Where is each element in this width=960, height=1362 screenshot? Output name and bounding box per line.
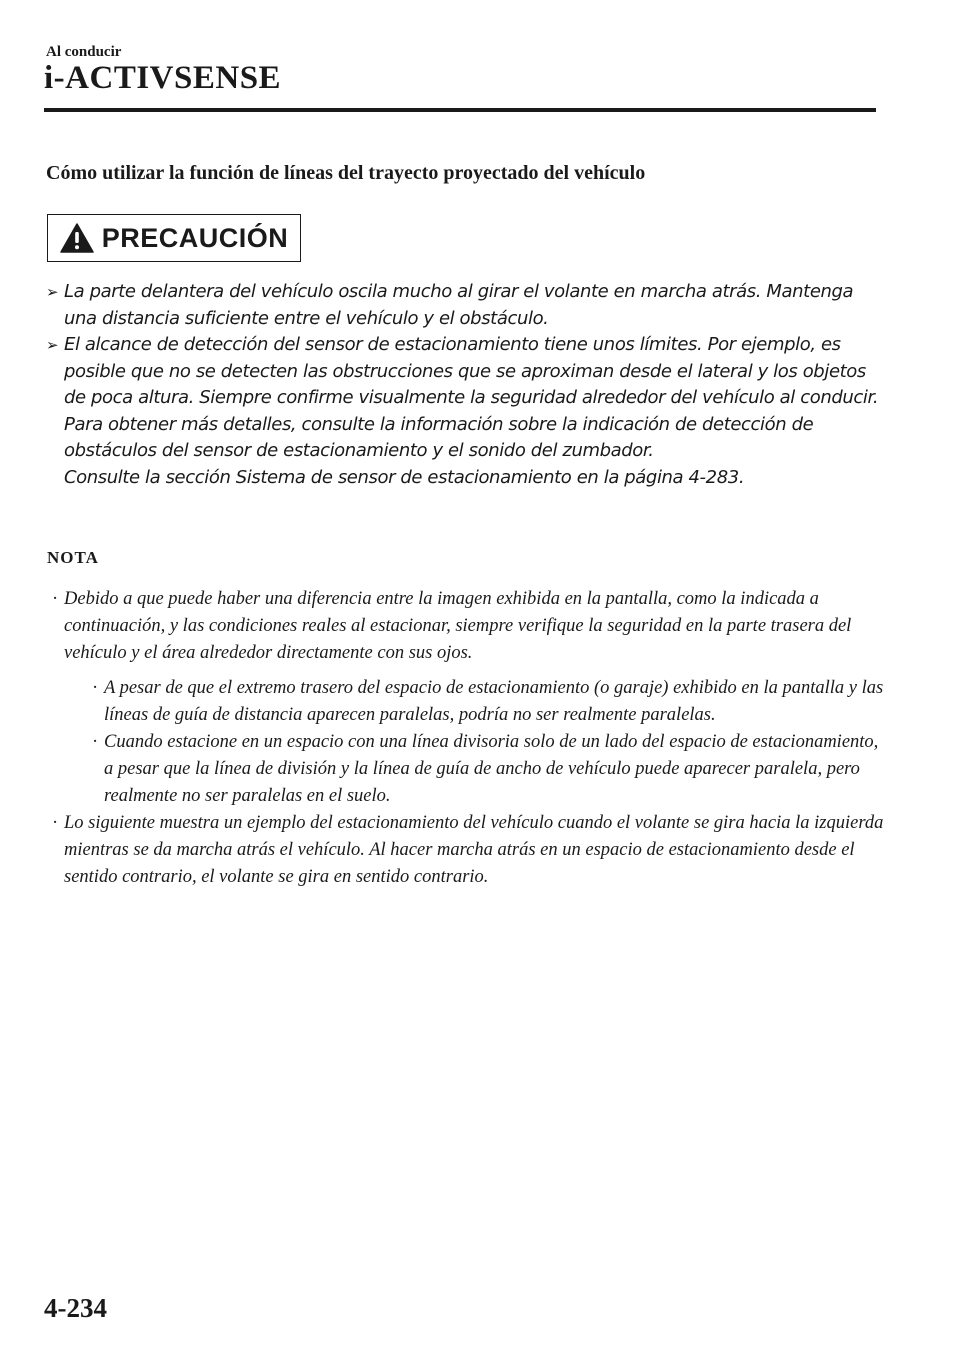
nota-item	[46, 810, 886, 891]
warning-triangle-icon	[60, 223, 94, 253]
caution-item	[46, 279, 886, 332]
caution-item	[46, 332, 886, 491]
dot-bullet-icon: ·	[92, 732, 99, 752]
caution-item-text: El alcance de detección del sensor de estacionamiento tiene unos límites. Por ejemplo, es posible que no se detecten las obstrucciones que se aproximan desde el lateral y los objetos de poca altura. Siempre confirme visualmente la seguridad alrededor del vehículo al conducir.	[64, 334, 879, 408]
caution-item-more: Para obtener más detalles, consulte la información sobre la indicación de detección de obstáculos del sensor de estacionamiento y el sonido del zumbador.	[64, 413, 814, 461]
caution-item-text: La parte delantera del vehículo oscila mucho al girar el volante en marcha atrás. Mantenga una distancia suficiente entre el vehículo y el obstáculo.	[64, 281, 854, 329]
nota-label: NOTA	[47, 548, 99, 567]
nota-subitem-text: A pesar de que el extremo trasero del espacio de estacionamiento (o garaje) exhibido en la pantalla y las líneas de guía de distancia aparecen paralelas, podría no ser realmente paralelas.	[104, 678, 884, 725]
nota-subitem	[64, 675, 886, 729]
nota-item	[46, 586, 886, 810]
nota-subitem-text: Cuando estacione en un espacio con una línea divisoria solo de un lado del espacio de estacionamiento, a pesar que la línea de división y la línea de guía de ancho de vehículo puede aparecer paralela, pero realmente no ser paralelas en el suelo.	[104, 732, 879, 806]
caution-list	[46, 279, 886, 491]
nota-sublist	[64, 675, 886, 810]
arrow-bullet-icon: ➢	[46, 336, 59, 354]
chapter-title: i-ACTIVSENSE	[44, 60, 282, 96]
caution-banner	[47, 214, 301, 262]
section-heading: Cómo utilizar la función de líneas del trayecto proyectado del vehículo	[46, 162, 646, 184]
nota-item-text: Lo siguiente muestra un ejemplo del estacionamiento del vehículo cuando el volante se gira hacia la izquierda mientras se da marcha atrás el vehículo. Al hacer marcha atrás en un espacio de estacionamiento desde el sentido contrario, el volante se gira en sentido contrario.	[64, 813, 884, 887]
arrow-bullet-icon: ➢	[46, 283, 59, 301]
nota-item-text: Debido a que puede haber una diferencia entre la imagen exhibida en la pantalla, como la indicada a continuación, y las condiciones reales al estacionar, siempre verifique la seguridad en la parte trasera del vehículo y el área alrededor directamente con sus ojos.	[64, 589, 852, 663]
nota-subitem	[64, 729, 886, 810]
dot-bullet-icon: ·	[52, 813, 59, 833]
page-number: 4-234	[44, 1293, 107, 1323]
section-label: Al conducir	[46, 44, 122, 60]
caution-label: PRECAUCIÓN	[101, 222, 289, 253]
header-divider	[44, 108, 876, 112]
dot-bullet-icon: ·	[92, 678, 99, 698]
nota-list	[46, 586, 886, 891]
dot-bullet-icon: ·	[52, 589, 59, 609]
caution-item-reference: Consulte la sección Sistema de sensor de estacionamiento en la página 4-283.	[64, 466, 745, 488]
